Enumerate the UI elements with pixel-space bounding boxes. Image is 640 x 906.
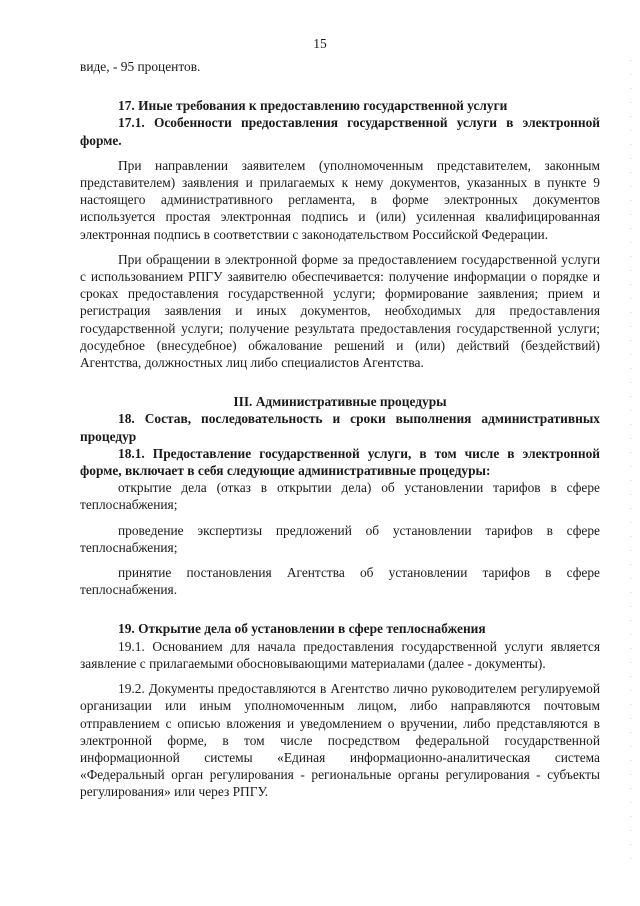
chapter-iii-heading: III. Административные процедуры [233, 394, 447, 410]
scan-edge-artifact [630, 60, 632, 860]
paragraph-19-1: 19.1. Основанием для начала предоставления государственной услуги является заявление с прилагаемыми обосновывающими материалами (далее - документы). [80, 638, 600, 671]
paragraph-19-2: 19.2. Документы предоставляются в Агентство лично руководителем регулируемой организации или иным уполномоченным лицом, либо направляются почтовым отправлением с описью вложения и уведомлением о вручении, либо представляются в электронной форме, в том числе посредством федеральной государственной информационной системы «Единая информационно-аналитическая система «Федеральный орган регулирования - региональные органы регулирования - субъекты регулирования» или через РПГУ. [80, 681, 600, 800]
section-17-1-heading: 17.1. Особенности предоставления государственной услуги в электронной форме. [80, 115, 600, 148]
section-19-heading: 19. Открытие дела об установлении в сфере теплоснабжения [118, 621, 486, 637]
procedure-item-opening: открытие дела (отказ в открытии дела) об установлении тарифов в сфере теплоснабжения; [80, 480, 600, 513]
procedure-item-resolution: принятие постановления Агентства об установлении тарифов в сфере теплоснабжения. [80, 565, 600, 598]
section-17-heading: 17. Иные требования к предоставлению государственной услуги [118, 98, 508, 114]
document-body [80, 58, 600, 801]
section-18-1-heading: 18.1. Предоставление государственной услуги, в том числе в электронной форме, включает в себя следующие административные процедуры: [80, 445, 600, 479]
paragraph-continuation: виде, - 95 процентов. [80, 59, 201, 74]
page-number: 15 [313, 36, 327, 51]
procedure-item-expertise: проведение экспертизы предложений об установлении тарифов в сфере теплоснабжения; [80, 522, 600, 555]
paragraph-rpgu-access: При обращении в электронной форме за предоставлением государственной услуги с использованием РПГУ заявителю обеспечивается: получение информации о порядке и сроках предоставления государственной услуги; формирование заявления; прием и регистрация заявления и иных документов, необходимых для предоставления государственной услуги; получение результата предоставления государственной услуги; досудебное (внесудебное) обжалование решений и (или) действий (бездействий) Агентства, должностных лиц либо специалистов Агентства. [80, 251, 600, 371]
section-18-heading: 18. Состав, последовательность и сроки выполнения административных процедур [80, 411, 600, 444]
paragraph-electronic-signature: При направлении заявителем (уполномоченным представителем, законным представителем) заявления и прилагаемых к нему документов, указанных в пункте 9 настоящего административного регламента, в форме электронных документов используется простая электронная подпись и (или) усиленная квалифицированная электронная подпись в соответствии с законодательством Российской Федерации. [80, 157, 600, 242]
